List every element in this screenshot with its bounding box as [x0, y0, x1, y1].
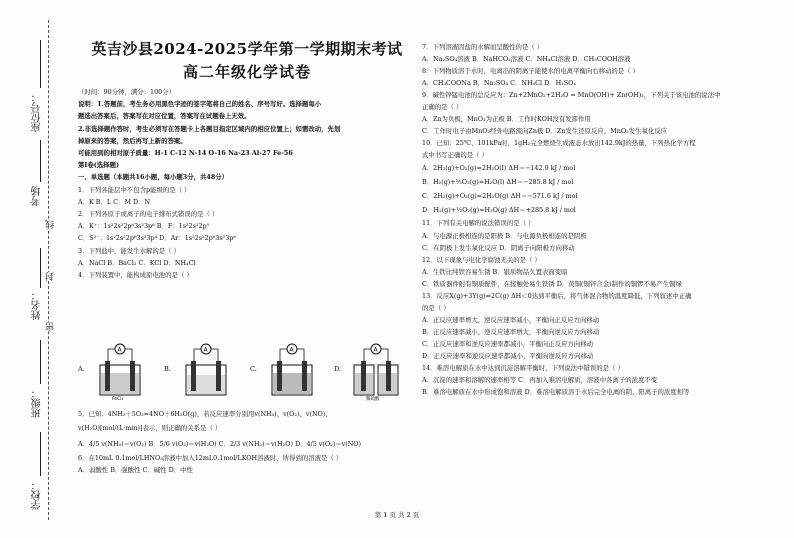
question-2-options-cd: C．S²⁻：1s²2s²2p⁶3s²3p⁴ D．Ar：1s²2s²2p⁶3s²3p⁶: [78, 234, 236, 243]
question-13-cont: 的是（ ）: [422, 303, 450, 312]
section-heading: 第Ⅰ卷(选择题): [78, 161, 119, 170]
question-12-options-cd: C．铁质器件附有铜质配件，在接触处易生铁锈 D．黄铜(铜锌合金)制作的铜锣不易产生铜绿: [422, 279, 682, 288]
question-2-options-ab: A．K⁺：1s²2s²2p⁶3s²3p⁶ B．F：1s²2s²2p⁵: [78, 222, 210, 231]
name-label: 姓名：: [32, 290, 43, 320]
apparatus-caption-a: FeCl₃: [112, 397, 124, 401]
apparatus-label-c: C.: [250, 365, 257, 373]
instruction-2b: 掉原来的答案，然后再写上新的答案。: [78, 136, 187, 145]
seat-blank[interactable]: [40, 40, 41, 88]
svg-text:A: A: [289, 346, 294, 354]
instruction-1b: 题选出答案后，答案写在对应位置，答案写在试题卷上无效。: [78, 112, 251, 121]
question-9: 9．碱性锌锰电池的总反应为：Zn+2MnO₂+2H₂O = MnO(OH)+ Zn(OH)₂，下列关于该电池的说法中: [422, 91, 721, 100]
seal-mark-mi: 密: [46, 322, 56, 331]
question-11: 11．下列有关电解的说法错误的是（ ）: [422, 219, 535, 228]
question-14-options-ac: A．沉淀的速率和溶解的速率相等 C．再加入难溶电解质，溶液中各离子的浓度不变: [422, 376, 658, 385]
class-blank[interactable]: [40, 340, 41, 384]
class-label: 班级：: [32, 388, 43, 418]
single-choice-heading: 一、单选题（本题共16小题，每小题3分，共48分）: [78, 173, 229, 182]
question-10-option-d: D．H₂(g)+½O₂(g)=H₂O(g) ΔH＝+285.8 kJ / mol: [422, 206, 576, 215]
right-column: [422, 41, 784, 398]
question-4: 4．下列装置中，能构成原电池的是（ ）: [78, 271, 193, 280]
question-12-options-ab: A．生铁比纯铁容易生锈 B．银质物品久置表面变暗: [422, 267, 568, 276]
school-blank[interactable]: [40, 432, 41, 476]
instruction-2a: 2.非选择题作答时，考生必须写在答题卡上各题目指定区域内的相应位置上；如需改动，先划: [78, 124, 341, 133]
question-12: 12．以下现象与电化学腐蚀无关的是（ ）: [422, 255, 541, 264]
seat-label: 座位号：: [32, 92, 43, 132]
apparatus-caption-d: 稀硫酸: [366, 397, 380, 401]
apparatus-label-a: A.: [78, 365, 85, 373]
question-13-option-d: D．正反应速率和逆反应速率都减小，平衡向逆反应方向移动: [422, 351, 594, 360]
question-5-options: A．4/5 v(NH₃)＝v(O₂) B．5/6 v(O₂)＝v(H₂O) C．2/3 v(NH₃)＝v(H₂O) D．4/5 v(O₂)＝v(NO): [78, 440, 362, 449]
question-3-options: A．NaCl B．BaCl₂ C．KCl D．NH₄Cl: [78, 258, 196, 267]
question-10-option-b: B．H₂(g)+½O₂(g)=H₂O(l) ΔH＝−285.8 kJ / mol: [422, 178, 574, 187]
svg-text:A: A: [373, 346, 378, 354]
apparatus-b-icon: [176, 343, 236, 401]
room-label: 考场: [32, 186, 43, 206]
question-14-options-bd: B．难溶电解质在水中形成饱和溶液 D．难溶电解质溶于水后完全电离的阴、阳离子的浓度相等: [422, 388, 690, 397]
question-13-option-b: B．正反应速率减小，逆反应速率增大，平衡向逆反应方向移动: [422, 327, 600, 336]
seal-mark-xian: 线: [46, 220, 56, 229]
exam-title-line2: 高二年级化学试卷: [182, 63, 311, 81]
question-10: 10．已知：25℃、101kPa时，1gH₂完全燃烧生成液态水放出142.9kJ的热量，下列热化学方程: [422, 139, 696, 148]
question-2: 2．下列各原子或离子的电子排布式错误的是（ ）: [78, 210, 219, 219]
question-11-options-cd: C．在阴极上发生氧化反应 D．阴离子向阳极方向移动: [422, 243, 575, 252]
question-7-options: A．Na₂SO₄溶液 B．NaHCO₃溶液 C．NH₄Cl溶液 D．CH₃COOH溶液: [422, 55, 631, 64]
question-9-options-cd: C．工作时电子由MnO₂经外电路流向Zn极 D．Zn发生还原反应，MnO₂发生氧化反应: [422, 127, 668, 136]
binding-margin: [0, 0, 70, 538]
name-blank[interactable]: [40, 248, 41, 288]
question-8-options: A．CH₃COONa B．Na₂SO₄ C．NH₄Cl D．H₂SO₄: [422, 79, 576, 88]
question-8: 8．下列物质溶于水时，电离出的阴离子能使水的电离平衡向右移动的是（ ）: [422, 67, 639, 76]
apparatus-a-icon: [90, 343, 150, 401]
question-14: 14．难溶电解质在水中达到沉淀溶解平衡时，下列说法中错误的是（ ）: [422, 364, 624, 373]
question-13-option-a: A．正反应速率增大，逆反应速率减小，平衡向正反应方向移动: [422, 315, 600, 324]
exam-title-line1: 英吉沙县2024-2025学年第一学期期末考试: [91, 40, 403, 58]
left-column-lower: [78, 408, 416, 477]
atomic-masses: 可能用到的相对原子质量：H-1 C-12 N-14 O-16 Na-23 Al-27 Fe-56: [78, 149, 293, 158]
room-blank[interactable]: [40, 140, 41, 182]
question-5: 5．已知：4NH₃＋5O₂=4NO＋6H₂O(g)，若反应速率分别用v(NH₃)、v(O₂)、v(NO)、: [78, 410, 332, 418]
question-1-options: A．K B．L C．M D．N: [78, 197, 151, 206]
apparatus-c-icon: [262, 343, 322, 401]
question-4-apparatus: [78, 343, 416, 401]
instruction-1a: 说明：1.答题前，考生务必用黑色字迹的签字笔将自己的姓名、序号写好。选择题每小: [78, 100, 322, 109]
apparatus-label-b: B.: [164, 365, 171, 373]
question-3: 3．下列盐中，能发生水解的是（ ）: [78, 246, 180, 255]
question-1: 1．下列各能层中不包含p能级的是（ ）: [78, 185, 191, 194]
question-6-options: A．弱酸性 B．强酸性 C．碱性 D．中性: [78, 466, 193, 475]
seal-line: [48, 20, 49, 520]
question-9-options-ab: A．Zn为负极，MnO₂为正极 B．工作时KOH没有发挥作用: [422, 115, 591, 124]
exam-time: （时间：90分钟，满分：100分）: [78, 88, 176, 96]
apparatus-label-d: D.: [334, 365, 342, 373]
question-11-options-ab: A．与电源正极相连的是阳极 B．与电源负极相连的是阴极: [422, 231, 587, 240]
question-5-cont: v(H₂O)[mol/(L·min)]表示，则正确的关系是（ ）: [78, 424, 222, 433]
page-footer: 第 1 页 共 2 页: [374, 511, 420, 519]
question-13-option-c: C．正反应速率和逆反应速率都减小，平衡向正反应方向移动: [422, 339, 594, 348]
school-label: 学校：: [32, 480, 43, 510]
svg-text:A: A: [117, 346, 122, 354]
question-10-option-a: A．2H₂(g)+O₂(g)=2H₂O(l) ΔH＝−142.9 kJ / mol: [422, 164, 576, 173]
question-10-cont: 式中书写正确的是（ ）: [422, 151, 488, 160]
left-column: [78, 86, 416, 281]
question-7: 7．下列溶液因盐的水解而呈酸性的是（ ）: [422, 43, 544, 51]
question-13: 13．反应X(g)+3Y(g)⇌2C(g) ΔH＜0达到平衡后，将气体混合物的温度降低，下列叙述中正确: [422, 291, 692, 300]
seal-mark-feng: 封: [46, 272, 56, 281]
question-9-cont: 正确的是（ ）: [422, 103, 463, 112]
question-6: 6．在10mL 0.1mol/LHNO₃溶液中加入12mL0.1mol/LKOH溶液时，所得到的溶液是（ ）: [78, 454, 343, 463]
svg-text:A: A: [203, 346, 208, 354]
apparatus-d-icon: [346, 343, 406, 401]
question-10-option-c: C．2H₂(g)+O₂(g)=2H₂O(g) ΔH＝−571.6 kJ / mol: [422, 192, 578, 201]
